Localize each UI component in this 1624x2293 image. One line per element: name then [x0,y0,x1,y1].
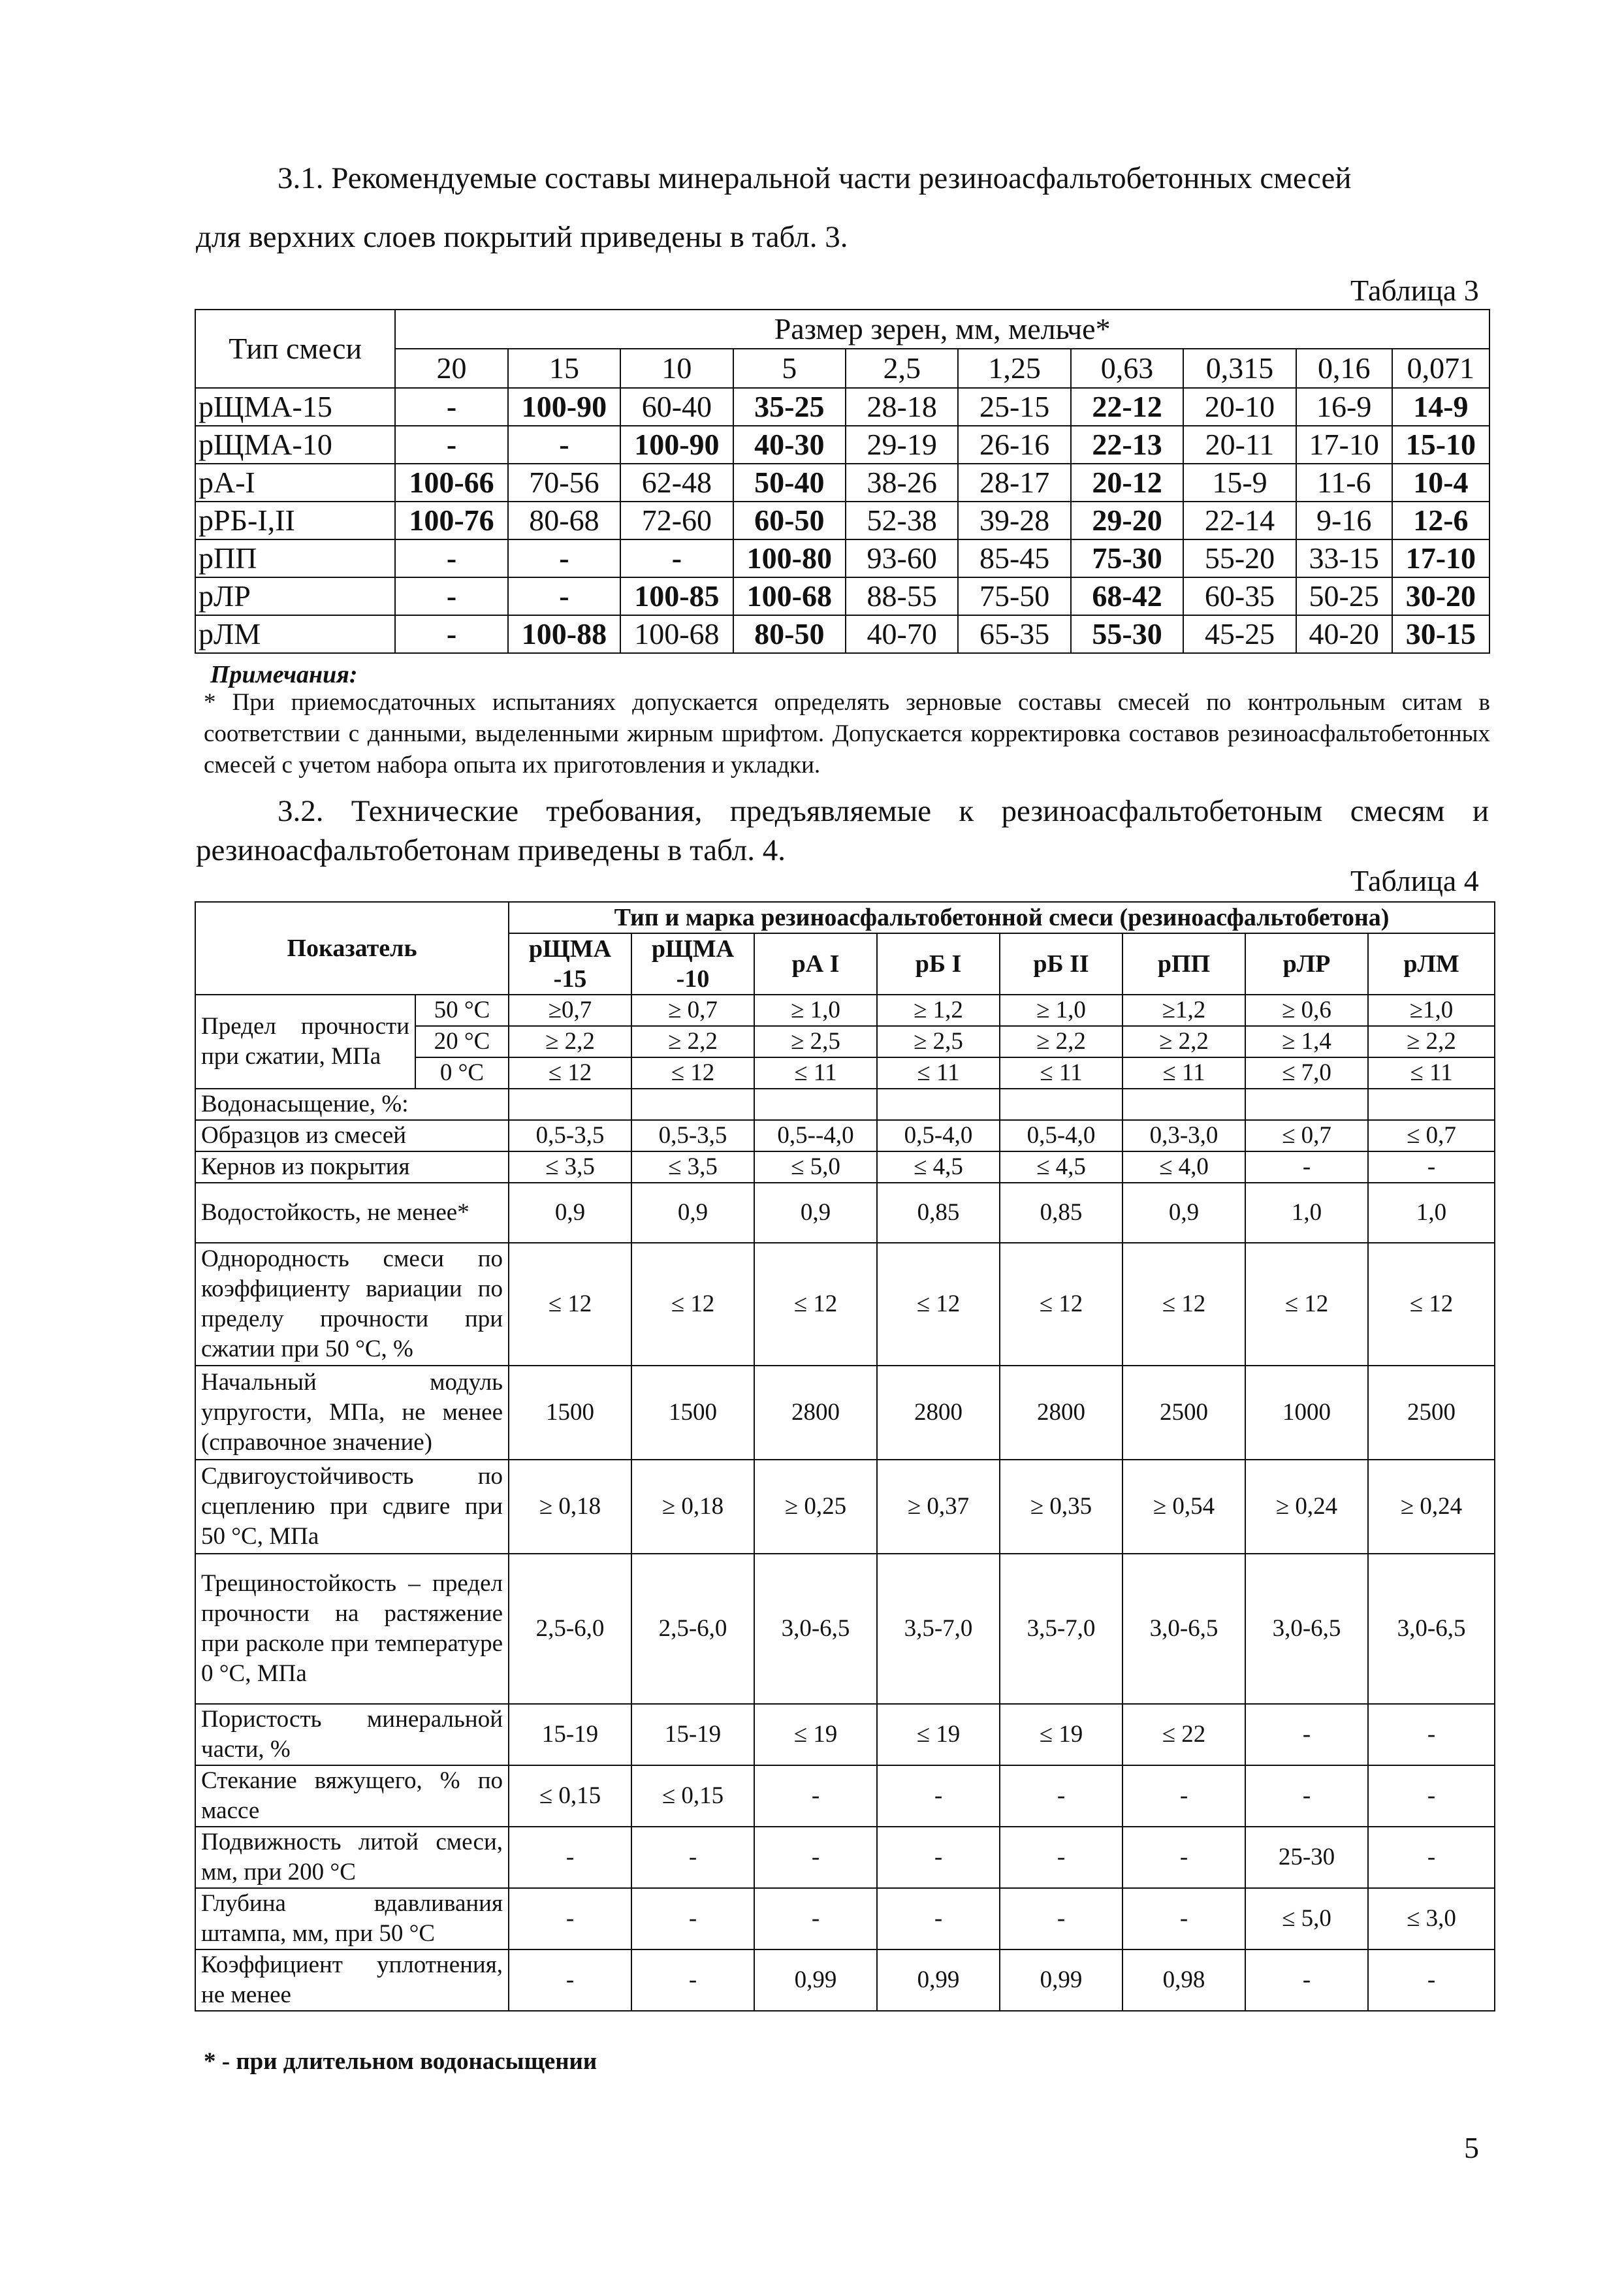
value-cell: ≤ 12 [509,1057,631,1089]
grain-value-cell: 100-90 [620,426,733,464]
grain-value-cell: 80-68 [508,502,620,539]
grain-value-cell: 72-60 [620,502,733,539]
grain-value-cell: 39-28 [958,502,1070,539]
value-cell: ≤ 12 [877,1243,1000,1366]
value-cell: ≤ 11 [754,1057,877,1089]
size-column-header: 0,63 [1071,349,1183,388]
indicator-row [195,1243,1495,1366]
value-cell: - [1368,1704,1495,1765]
value-cell: ≥ 0,24 [1368,1460,1495,1554]
value-cell: - [1368,1151,1495,1183]
indicator-row [195,1183,1495,1243]
value-cell: ≤ 3,5 [631,1151,754,1183]
water-saturation-label: Водонасыщение, %: [195,1089,509,1120]
value-cell: 2800 [877,1366,1000,1460]
value-cell: 3,0-6,5 [1245,1554,1368,1704]
table-row [195,539,1489,577]
value-cell: ≤ 12 [631,1057,754,1089]
page-number: 5 [1464,2131,1479,2164]
value-cell: 0,3-3,0 [1122,1120,1245,1151]
grain-value-cell: 55-20 [1183,539,1296,577]
size-column-header: 10 [620,349,733,388]
value-cell: 0,9 [631,1183,754,1243]
grain-value-cell: - [395,539,507,577]
grain-value-cell: 33-15 [1296,539,1392,577]
value-cell: ≥ 2,2 [631,1026,754,1057]
grain-value-cell: 93-60 [846,539,958,577]
value-cell: - [754,1827,877,1888]
mix-type-cell: рРБ-I,II [195,502,395,539]
value-cell: 1500 [509,1366,631,1460]
value-cell: 2,5-6,0 [631,1554,754,1704]
value-cell: ≥ 2,2 [1368,1026,1495,1057]
value-cell: 2800 [1000,1366,1122,1460]
mix-column-header: рЛР [1245,933,1368,995]
value-cell: - [631,1827,754,1888]
mix-type-cell: рЛМ [195,615,395,653]
intro-line-2: для верхних слоев покрытий приведены в табл. 3. [196,220,848,254]
value-cell: - [877,1827,1000,1888]
grain-value-cell: 65-35 [958,615,1070,653]
grain-value-cell: 75-50 [958,577,1070,615]
indicator-row [195,1704,1495,1765]
grain-value-cell: - [395,577,507,615]
grain-value-cell: 17-10 [1392,539,1489,577]
value-cell: ≥ 2,2 [1000,1026,1122,1057]
indicator-row [195,1888,1495,1949]
value-cell: 0,5-3,5 [631,1120,754,1151]
indicator-label: Подвижность литой смеси, мм, при 200 °С [195,1827,509,1888]
value-cell: 2,5-6,0 [509,1554,631,1704]
grain-value-cell: 60-50 [733,502,846,539]
indicator-label: Однородность смеси по коэффициенту вариации по пределу прочности при сжатии при 50 °С, % [195,1243,509,1366]
indicator-label: Пористость минеральной части, % [195,1704,509,1765]
grain-value-cell: 100-90 [508,388,620,426]
value-cell: ≥ 0,37 [877,1460,1000,1554]
grain-value-cell: 28-18 [846,388,958,426]
value-cell: 1,0 [1245,1183,1368,1243]
grain-value-cell: 14-9 [1392,388,1489,426]
value-cell: ≤ 19 [1000,1704,1122,1765]
empty-cell [1000,1089,1122,1120]
value-cell: ≤ 4,0 [1122,1151,1245,1183]
footnote: * - при длительном водонасыщении [204,2048,597,2075]
grain-value-cell: 62-48 [620,464,733,502]
mix-column-header: рА I [754,933,877,995]
value-cell: ≥1,2 [1122,995,1245,1026]
size-column-header: 20 [395,349,507,388]
value-cell: - [631,1949,754,2011]
value-cell: ≥ 0,35 [1000,1460,1122,1554]
mix-column-header: рЩМА -10 [631,933,754,995]
value-cell: 0,5--4,0 [754,1120,877,1151]
value-cell: 0,99 [754,1949,877,2011]
value-cell: - [1122,1827,1245,1888]
value-cell: ≤ 5,0 [1245,1888,1368,1949]
grain-value-cell: 26-16 [958,426,1070,464]
grain-value-cell: 100-85 [620,577,733,615]
mix-column-header: рПП [1122,933,1245,995]
grain-value-cell: 100-68 [620,615,733,653]
grain-value-cell: 11-6 [1296,464,1392,502]
grain-value-cell: - [508,426,620,464]
empty-cell [1245,1089,1368,1120]
mix-type-cell: рЩМА-10 [195,426,395,464]
grain-value-cell: 15-10 [1392,426,1489,464]
empty-cell [1368,1089,1495,1120]
size-column-header: 0,315 [1183,349,1296,388]
grain-value-cell: 15-9 [1183,464,1296,502]
water-saturation-row [195,1151,1495,1183]
value-cell: ≤ 0,15 [509,1765,631,1827]
grain-value-cell: 100-88 [508,615,620,653]
value-cell: ≥ 0,18 [631,1460,754,1554]
value-cell: ≤ 0,7 [1245,1120,1368,1151]
grain-value-cell: 100-76 [395,502,507,539]
temperature-cell: 0 °С [415,1057,509,1089]
grain-value-cell: 40-70 [846,615,958,653]
value-cell: 2800 [754,1366,877,1460]
section-3-2-paragraph [196,792,1489,870]
value-cell: 0,85 [1000,1183,1122,1243]
grain-value-cell: 28-17 [958,464,1070,502]
value-cell: ≤ 22 [1122,1704,1245,1765]
value-cell: 0,9 [754,1183,877,1243]
value-cell: - [1000,1827,1122,1888]
grain-value-cell: 25-15 [958,388,1070,426]
value-cell: ≤ 12 [1245,1243,1368,1366]
value-cell: - [631,1888,754,1949]
value-cell: 2500 [1122,1366,1245,1460]
grain-value-cell: - [508,577,620,615]
table-3 [195,309,1490,654]
indicator-row [195,1366,1495,1460]
value-cell: ≥ 1,0 [1000,995,1122,1026]
value-cell: ≥ 0,24 [1245,1460,1368,1554]
value-cell: - [1368,1949,1495,2011]
grain-value-cell: 30-15 [1392,615,1489,653]
empty-cell [877,1089,1000,1120]
grain-value-cell: 75-30 [1071,539,1183,577]
grain-value-cell: 22-14 [1183,502,1296,539]
notes-heading: Примечания: [210,661,358,688]
value-cell: ≤ 0,7 [1368,1120,1495,1151]
table4-caption: Таблица 4 [1350,864,1479,897]
size-header: Размер зерен, мм, мельче* [395,310,1489,349]
value-cell: 0,99 [1000,1949,1122,2011]
notes-text: * При приемосдаточных испытаниях допускается определять зерновые составы смесей по контрольным ситам в соответствии с данными, выделенными жирным шрифтом. Допускается корректировка составов резиноасфальтобетонных смесей с учетом набора опыта их приготовления и укладки. [204,689,1490,778]
grain-value-cell: 85-45 [958,539,1070,577]
temperature-cell: 50 °С [415,995,509,1026]
value-cell: 15-19 [631,1704,754,1765]
value-cell: - [1245,1765,1368,1827]
table-4 [195,901,1495,2012]
grain-value-cell: - [620,539,733,577]
section-3-2-text: 3.2. Технические требования, предъявляемые к резиноасфальтобетоным смесям и резиноасфальтобетонам приведены в табл. 4. [196,794,1489,867]
value-cell: ≥ 0,54 [1122,1460,1245,1554]
value-cell: ≥ 2,2 [509,1026,631,1057]
mix-type-cell: рЩМА-15 [195,388,395,426]
value-cell: 15-19 [509,1704,631,1765]
value-cell: 2500 [1368,1366,1495,1460]
strength-row [195,995,1495,1026]
size-column-header: 1,25 [958,349,1070,388]
value-cell: ≥ 2,5 [877,1026,1000,1057]
grain-value-cell: 29-19 [846,426,958,464]
value-cell: - [1000,1765,1122,1827]
grain-value-cell: 88-55 [846,577,958,615]
value-cell: ≥ 2,5 [754,1026,877,1057]
grain-value-cell: 17-10 [1296,426,1392,464]
value-cell: 25-30 [1245,1827,1368,1888]
value-cell: ≥ 0,18 [509,1460,631,1554]
value-cell: 3,5-7,0 [1000,1554,1122,1704]
grain-value-cell: 60-40 [620,388,733,426]
empty-cell [631,1089,754,1120]
value-cell: ≥ 1,4 [1245,1026,1368,1057]
value-cell: ≥ 0,7 [631,995,754,1026]
value-cell: ≤ 11 [1368,1057,1495,1089]
grain-value-cell: 22-13 [1071,426,1183,464]
grain-value-cell: 35-25 [733,388,846,426]
value-cell: ≤ 3,0 [1368,1888,1495,1949]
value-cell: - [754,1888,877,1949]
value-cell: ≤ 19 [754,1704,877,1765]
grain-value-cell: 22-12 [1071,388,1183,426]
value-cell: ≤ 12 [1368,1243,1495,1366]
value-cell: ≤ 11 [877,1057,1000,1089]
value-cell: 1500 [631,1366,754,1460]
size-column-header: 0,071 [1392,349,1489,388]
mix-type-cell: рПП [195,539,395,577]
grain-value-cell: 20-11 [1183,426,1296,464]
water-saturation-sub-label: Образцов из смесей [195,1120,509,1151]
intro-paragraph [196,149,1489,266]
mix-column-header: рЩМА -15 [509,933,631,995]
water-saturation-row [195,1120,1495,1151]
value-cell: 3,0-6,5 [754,1554,877,1704]
table-row [195,426,1489,464]
value-cell: ≤ 4,5 [877,1151,1000,1183]
value-cell: ≥ 0,25 [754,1460,877,1554]
indicator-label: Коэффициент уплотнения, не менее [195,1949,509,2011]
temperature-cell: 20 °С [415,1026,509,1057]
value-cell: 1000 [1245,1366,1368,1460]
mix-column-header: рБ I [877,933,1000,995]
table-row [195,388,1489,426]
grain-value-cell: 20-10 [1183,388,1296,426]
value-cell: - [877,1888,1000,1949]
value-cell: - [1245,1151,1368,1183]
indicator-label: Стекание вяжущего, % по массе [195,1765,509,1827]
grain-value-cell: 100-68 [733,577,846,615]
value-cell: 0,9 [509,1183,631,1243]
value-cell: ≤ 12 [631,1243,754,1366]
value-cell: 0,5-4,0 [1000,1120,1122,1151]
grain-value-cell: 45-25 [1183,615,1296,653]
grain-value-cell: 52-38 [846,502,958,539]
grain-value-cell: - [395,388,507,426]
value-cell: - [509,1949,631,2011]
indicator-row [195,1460,1495,1554]
value-cell: ≤ 11 [1122,1057,1245,1089]
value-cell: - [509,1827,631,1888]
grain-value-cell: 20-12 [1071,464,1183,502]
indicator-header: Показатель [195,902,509,995]
value-cell: 0,5-3,5 [509,1120,631,1151]
value-cell: - [509,1888,631,1949]
grain-value-cell: 40-20 [1296,615,1392,653]
value-cell: - [1245,1949,1368,2011]
grain-value-cell: 50-25 [1296,577,1392,615]
grain-value-cell: 40-30 [733,426,846,464]
grain-value-cell: - [508,539,620,577]
grain-value-cell: 68-42 [1071,577,1183,615]
value-cell: ≤ 0,15 [631,1765,754,1827]
grain-value-cell: 9-16 [1296,502,1392,539]
value-cell: ≤ 12 [1000,1243,1122,1366]
value-cell: ≥ 1,2 [877,995,1000,1026]
value-cell: 3,0-6,5 [1368,1554,1495,1704]
grain-value-cell: 70-56 [508,464,620,502]
value-cell: 3,0-6,5 [1122,1554,1245,1704]
value-cell: - [1122,1765,1245,1827]
grain-value-cell: - [395,426,507,464]
value-cell: ≤ 5,0 [754,1151,877,1183]
grain-value-cell: 80-50 [733,615,846,653]
value-cell: ≤ 12 [754,1243,877,1366]
mix-column-header: рБ II [1000,933,1122,995]
value-cell: ≥0,7 [509,995,631,1026]
grain-value-cell: 30-20 [1392,577,1489,615]
size-column-header: 0,16 [1296,349,1392,388]
value-cell: 1,0 [1368,1183,1495,1243]
mix-type-cell: рА-I [195,464,395,502]
value-cell: 3,5-7,0 [877,1554,1000,1704]
value-cell: - [1368,1827,1495,1888]
indicator-label: Сдвигоустойчивость по сцеплению при сдвиге при 50 °С, МПа [195,1460,509,1554]
mix-type-cell: рЛР [195,577,395,615]
water-saturation-sub-label: Кернов из покрытия [195,1151,509,1183]
size-column-header: 5 [733,349,846,388]
indicator-label: Глубина вдавливания штампа, мм, при 50 °С [195,1888,509,1949]
indicator-row [195,1554,1495,1704]
value-cell: 0,98 [1122,1949,1245,2011]
grain-value-cell: 12-6 [1392,502,1489,539]
value-cell: - [1245,1704,1368,1765]
empty-cell [1122,1089,1245,1120]
value-cell: ≤ 4,5 [1000,1151,1122,1183]
grain-value-cell: 38-26 [846,464,958,502]
water-saturation-header-row [195,1089,1495,1120]
size-column-header: 15 [508,349,620,388]
value-cell: ≥1,0 [1368,995,1495,1026]
grain-value-cell: 100-66 [395,464,507,502]
table3-caption: Таблица 3 [1350,274,1479,307]
value-cell: 0,9 [1122,1183,1245,1243]
indicator-row [195,1765,1495,1827]
value-cell: - [1122,1888,1245,1949]
mix-column-header: рЛМ [1368,933,1495,995]
value-cell: - [1000,1888,1122,1949]
value-cell: ≤ 11 [1000,1057,1122,1089]
empty-cell [509,1089,631,1120]
empty-cell [754,1089,877,1120]
value-cell: 0,99 [877,1949,1000,2011]
value-cell: - [754,1765,877,1827]
value-cell: ≥ 1,0 [754,995,877,1026]
type-header: Тип смеси [195,310,395,388]
mix-type-header: Тип и марка резиноасфальтобетонной смеси (резиноасфальтобетона) [509,902,1495,933]
value-cell: - [1368,1765,1495,1827]
indicator-label: Начальный модуль упругости, МПа, не менее (справочное значение) [195,1366,509,1460]
grain-value-cell: 55-30 [1071,615,1183,653]
value-cell: ≥ 2,2 [1122,1026,1245,1057]
value-cell: ≤ 3,5 [509,1151,631,1183]
value-cell: ≤ 12 [1122,1243,1245,1366]
grain-value-cell: 50-40 [733,464,846,502]
table-row [195,615,1489,653]
indicator-label: Водостойкость, не менее* [195,1183,509,1243]
value-cell: ≥ 0,6 [1245,995,1368,1026]
value-cell: 0,5-4,0 [877,1120,1000,1151]
grain-value-cell: 60-35 [1183,577,1296,615]
value-cell: ≤ 12 [509,1243,631,1366]
value-cell: ≤ 19 [877,1704,1000,1765]
indicator-row [195,1827,1495,1888]
table-row [195,502,1489,539]
indicator-label: Трещиностойкость – предел прочности на растяжение при расколе при температуре 0 °С, МПа [195,1554,509,1704]
value-cell: ≤ 7,0 [1245,1057,1368,1089]
table-row [195,577,1489,615]
grain-value-cell: 16-9 [1296,388,1392,426]
value-cell: - [877,1765,1000,1827]
value-cell: 0,85 [877,1183,1000,1243]
size-column-header: 2,5 [846,349,958,388]
grain-value-cell: 29-20 [1071,502,1183,539]
grain-value-cell: 10-4 [1392,464,1489,502]
grain-value-cell: 100-80 [733,539,846,577]
indicator-row [195,1949,1495,2011]
grain-value-cell: - [395,615,507,653]
strength-label: Предел прочности при сжатии, МПа [195,995,415,1089]
intro-line-1: 3.1. Рекомендуемые составы минеральной части резиноасфальтобетонных смесей [278,161,1352,195]
table-row [195,464,1489,502]
